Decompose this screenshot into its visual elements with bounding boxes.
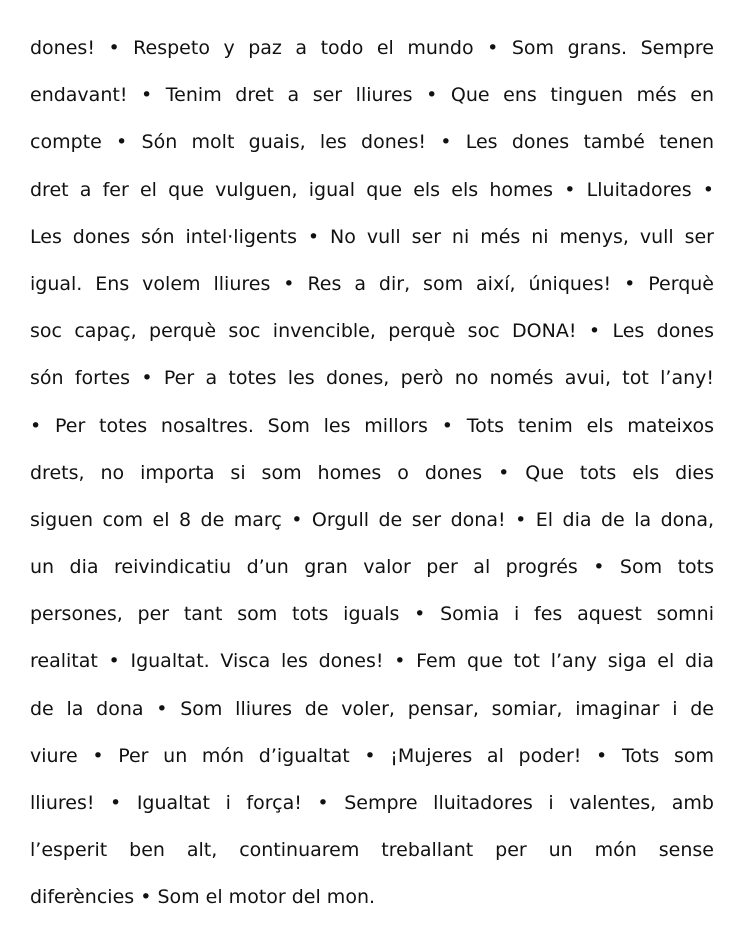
text-line: siguen com el 8 de març • Orgull de ser dona! • El dia de la dona,: [30, 508, 714, 531]
text-line-last: diferències • Som el motor del mon.: [30, 886, 376, 909]
text-line: endavant! • Tenim dret a ser lliures • Que ens tinguen més en: [30, 84, 714, 107]
text-line: Les dones són intel·ligents • No vull ser ni més ni menys, vull ser: [30, 225, 714, 248]
text-line: dones! • Respeto y paz a todo el mundo • Som grans. Sempre: [30, 37, 714, 59]
text-line: • Per totes nosaltres. Som les millors • Tots tenim els mateixos: [30, 414, 714, 437]
text-line: drets, no importa si som homes o dones • Que tots els dies: [30, 461, 714, 484]
text-line: un dia reivindicatiu d’un gran valor per al progrés • Som tots: [30, 556, 714, 579]
text-block: [30, 0, 714, 928]
text-line: l’esperit ben alt, continuarem treballant per un món sense: [30, 839, 714, 862]
text-line: soc capaç, perquè soc invencible, perquè soc DONA! • Les dones: [30, 320, 714, 343]
text-line: viure • Per un món d’igualtat • ¡Mujeres al poder! • Tots som: [30, 744, 714, 767]
text-line: de la dona • Som lliures de voler, pensar, somiar, imaginar i de: [30, 697, 714, 720]
text-line: són fortes • Per a totes les dones, però no només avui, tot l’any!: [30, 367, 714, 390]
text-line: igual. Ens volem lliures • Res a dir, som així, úniques! • Perquè: [30, 272, 714, 295]
text-line: dret a fer el que vulguen, igual que els els homes • Lluitadores •: [30, 178, 714, 201]
text-line: compte • Són molt guais, les dones! • Les dones també tenen: [30, 131, 714, 154]
text-line: realitat • Igualtat. Visca les dones! • Fem que tot l’any siga el dia: [30, 650, 714, 673]
text-line: persones, per tant som tots iguals • Somia i fes aquest somni: [30, 603, 714, 626]
text-line: lliures! • Igualtat i força! • Sempre lluitadores i valentes, amb: [30, 792, 714, 814]
